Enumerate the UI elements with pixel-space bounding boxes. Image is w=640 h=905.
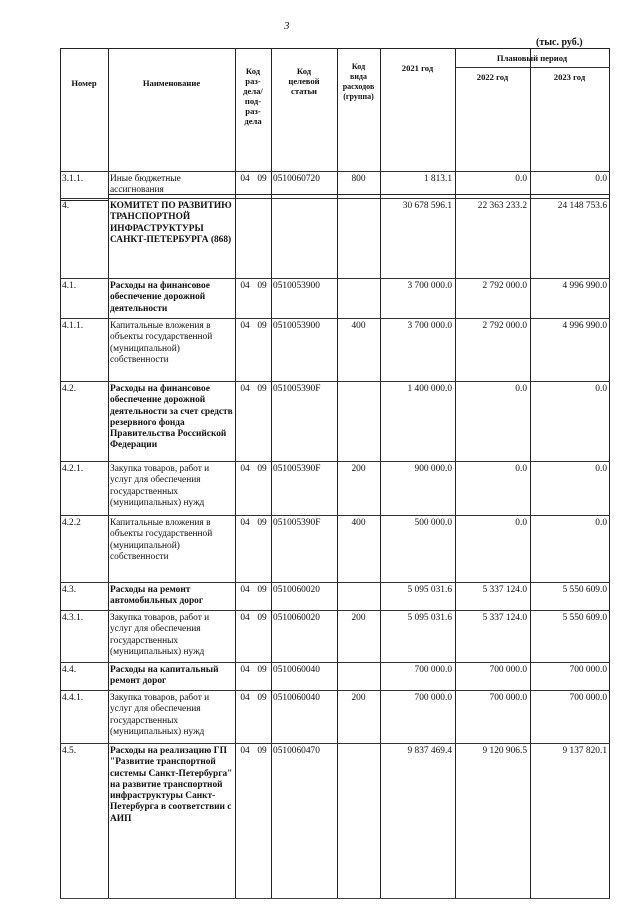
- cell-type: 200: [351, 464, 366, 474]
- cell-v2022: 0.0: [515, 464, 527, 474]
- cell-target: 051005390F: [273, 464, 321, 474]
- cell-sub: 09: [257, 613, 267, 623]
- cell-v2023: 4 996 990.0: [562, 281, 607, 291]
- cell-v2022: 22 363 233.2: [477, 201, 527, 211]
- cell-sec: 04: [240, 321, 250, 331]
- cell-sub: 09: [257, 464, 267, 474]
- cell-sub: 09: [257, 281, 267, 291]
- header-expense-type-code: Код вида расходов (группа): [342, 62, 375, 101]
- cell-sec: 04: [240, 464, 250, 474]
- cell-sub: 09: [257, 665, 267, 675]
- header-section-code: Код раз- дела/ под- раз- дела: [243, 66, 263, 126]
- cell-sec: 04: [240, 693, 250, 703]
- cell-v2022: 2 792 000.0: [482, 321, 527, 331]
- cell-v2021: 9 837 469.4: [407, 746, 452, 756]
- cell-v2023: 4 996 990.0: [562, 321, 607, 331]
- cell-sec: 04: [240, 665, 250, 675]
- cell-name: Расходы на финансовое обеспечение дорожной деятельности: [110, 281, 210, 314]
- cell-target: 0510060020: [273, 585, 320, 595]
- cell-target: 0510053900: [273, 281, 320, 291]
- cell-v2022: 0.0: [515, 518, 527, 528]
- header-target-code: Код целевой статьи: [288, 66, 320, 96]
- cell-v2023: 0.0: [595, 384, 607, 394]
- cell-v2021: 5 095 031.6: [407, 585, 452, 595]
- row-separator: [60, 743, 610, 744]
- row-separator: [60, 690, 610, 691]
- cell-num: 4.1.1.: [62, 321, 84, 331]
- cell-v2022: 5 337 124.0: [482, 613, 527, 623]
- cell-v2021: 1 400 000.0: [407, 384, 452, 394]
- cell-sub: 09: [257, 585, 267, 595]
- cell-v2022: 5 337 124.0: [482, 585, 527, 595]
- header-planned-period: Плановый период: [496, 53, 568, 63]
- cell-num: 4.4.1.: [62, 693, 84, 703]
- cell-num: 4.2.2: [62, 518, 81, 528]
- cell-v2021: 700 000.0: [414, 693, 452, 703]
- cell-type: 400: [351, 518, 366, 528]
- cell-num: 4.1.: [62, 281, 77, 291]
- cell-num: 4.3.1.: [62, 613, 84, 623]
- row-separator: [60, 381, 610, 382]
- cell-num: 4.3.: [62, 585, 77, 595]
- cell-sec: 04: [240, 281, 250, 291]
- cell-name: Иные бюджетные ассигнования: [110, 174, 181, 196]
- header-name: Наименование: [142, 78, 201, 88]
- cell-v2023: 700 000.0: [569, 693, 607, 703]
- cell-num: 4.2.1.: [62, 464, 84, 474]
- cell-name: Капитальные вложения в объекты государственной (муниципальной) собственности: [110, 518, 213, 562]
- cell-v2021: 3 700 000.0: [407, 281, 452, 291]
- cell-sub: 09: [257, 746, 267, 756]
- cell-v2022: 9 120 906.5: [482, 746, 527, 756]
- row-separator: [60, 610, 610, 611]
- cell-name: Закупка товаров, работ и услуг для обеспечения государственных (муниципальных) нужд: [110, 613, 210, 657]
- cell-v2023: 0.0: [595, 174, 607, 184]
- row-separator: [60, 461, 610, 462]
- header-2022: 2022 год: [476, 72, 509, 82]
- cell-v2022: 700 000.0: [489, 693, 527, 703]
- bottom-rule: [60, 898, 610, 899]
- row-separator: [60, 582, 610, 583]
- cell-v2021: 900 000.0: [414, 464, 452, 474]
- cell-target: 051005390F: [273, 384, 321, 394]
- cell-num: 4.5.: [62, 746, 77, 756]
- cell-target: 0510060020: [273, 613, 320, 623]
- cell-sec: 04: [240, 174, 250, 184]
- cell-num: 4.4.: [62, 665, 77, 675]
- cell-target: 0510053900: [273, 321, 320, 331]
- cell-name: Расходы на ремонт автомобильных дорог: [110, 585, 204, 607]
- cell-v2023: 0.0: [595, 464, 607, 474]
- cell-sec: 04: [240, 585, 250, 595]
- header-number: Номер: [71, 78, 97, 88]
- cell-name: Расходы на реализацию ГП "Развитие транспортной системы Санкт-Петербурга" на развитие транспортной инфраструктуры Санкт-Петербурга в соответствии с АИП: [110, 746, 233, 824]
- cell-v2023: 0.0: [595, 518, 607, 528]
- cell-target: 0510060470: [273, 746, 320, 756]
- cell-name: Закупка товаров, работ и услуг для обеспечения государственных (муниципальных) нужд: [110, 464, 210, 508]
- cell-v2021: 3 700 000.0: [407, 321, 452, 331]
- cell-num: 3.1.1.: [62, 174, 84, 184]
- cell-v2022: 0.0: [515, 384, 527, 394]
- row-separator: [60, 515, 610, 516]
- cell-v2021: 500 000.0: [414, 518, 452, 528]
- cell-type: 200: [351, 613, 366, 623]
- cell-sec: 04: [240, 384, 250, 394]
- cell-num: 4.2.: [62, 384, 77, 394]
- cell-sec: 04: [240, 613, 250, 623]
- cell-type: 200: [351, 693, 366, 703]
- cell-v2023: 5 550 609.0: [562, 613, 607, 623]
- budget-table: [60, 48, 610, 898]
- cell-sub: 09: [257, 384, 267, 394]
- header-2021: 2021 год: [401, 63, 434, 73]
- cell-v2021: 700 000.0: [414, 665, 452, 675]
- cell-v2023: 5 550 609.0: [562, 585, 607, 595]
- row-separator: [60, 171, 610, 172]
- cell-sec: 04: [240, 518, 250, 528]
- row-separator: [60, 198, 610, 199]
- cell-type: 800: [351, 174, 366, 184]
- units-label: (тыс. руб.): [536, 37, 583, 48]
- cell-sub: 09: [257, 174, 267, 184]
- cell-v2023: 700 000.0: [569, 665, 607, 675]
- cell-sub: 09: [257, 693, 267, 703]
- cell-target: 051005390F: [273, 518, 321, 528]
- row-separator: [60, 318, 610, 319]
- cell-type: 400: [351, 321, 366, 331]
- cell-name: Закупка товаров, работ и услуг для обеспечения государственных (муниципальных) нужд: [110, 693, 210, 737]
- cell-target: 0510060720: [273, 174, 320, 184]
- cell-sub: 09: [257, 518, 267, 528]
- cell-v2022: 700 000.0: [489, 665, 527, 675]
- cell-v2023: 24 148 753.6: [557, 201, 607, 211]
- cell-name: Расходы на капитальный ремонт дорог: [110, 665, 219, 687]
- cell-name: Расходы на финансовое обеспечение дорожной деятельности за счет средств резервного фонда Правительства Российской Федерации: [110, 384, 233, 451]
- cell-sec: 04: [240, 746, 250, 756]
- cell-name: КОМИТЕТ ПО РАЗВИТИЮ ТРАНСПОРТНОЙ ИНФРАСТРУКТУРЫ САНКТ-ПЕТЕРБУРГА (868): [110, 201, 232, 245]
- cell-target: 0510060040: [273, 665, 320, 675]
- cell-name: Капитальные вложения в объекты государственной (муниципальной) собственности: [110, 321, 213, 365]
- cell-v2021: 30 678 596.1: [402, 201, 452, 211]
- row-separator: [60, 278, 610, 279]
- header-2023: 2023 год: [553, 72, 586, 82]
- cell-v2022: 2 792 000.0: [482, 281, 527, 291]
- page-number: 3: [284, 20, 290, 32]
- cell-target: 0510060040: [273, 693, 320, 703]
- cell-sub: 09: [257, 321, 267, 331]
- cell-v2023: 9 137 820.1: [562, 746, 607, 756]
- cell-v2021: 1 813.1: [423, 174, 452, 184]
- cell-v2021: 5 095 031.6: [407, 613, 452, 623]
- row-separator: [60, 662, 610, 663]
- cell-num: 4.: [62, 201, 70, 211]
- cell-v2022: 0.0: [515, 174, 527, 184]
